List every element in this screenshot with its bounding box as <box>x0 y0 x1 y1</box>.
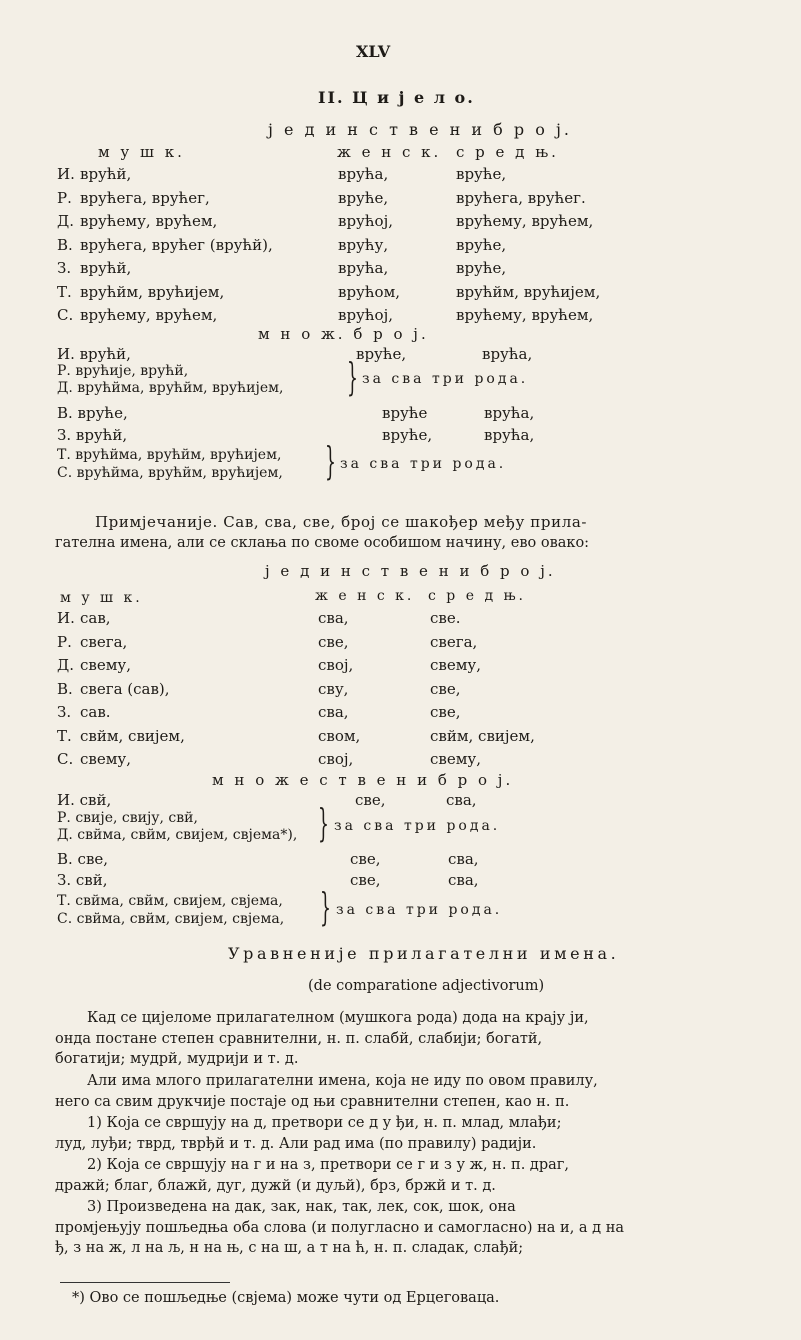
form-cell: сав, <box>80 609 111 627</box>
form-cell: сву, <box>318 679 349 698</box>
t2-pl-Z-n: сва, <box>448 871 479 889</box>
form-cell: врућој, <box>338 212 393 230</box>
t1-case-col <box>57 163 75 328</box>
form-cell: све, <box>430 679 461 698</box>
paragraph-3 <box>55 1113 761 1154</box>
t2-pl-Z-f: све, <box>350 871 381 889</box>
t1-neut-col <box>456 163 600 328</box>
form-cell: свој, <box>318 656 354 674</box>
form-cell: врућему, врућем, <box>456 212 594 230</box>
form-cell: вруће, <box>338 188 389 207</box>
text-line: ђ, з на ж, л на љ, н на њ, с на ш, а т на ћ, н. п. сладак, слађй; <box>55 1240 524 1257</box>
case-label: С. <box>57 306 74 324</box>
t1-pl-Z-m: З. врућй, <box>57 426 128 444</box>
form-cell: све, <box>318 632 349 651</box>
text-line: луд, луђи; тврд, тврђй и т. д. Али рад има (по правилу) радији. <box>55 1135 537 1152</box>
form-cell: врућој, <box>338 306 393 324</box>
form-cell: све. <box>430 609 461 627</box>
form-cell: свему, <box>80 656 131 674</box>
note-line-2: гателна имена, али се склања по своме особишом начину, ево овако: <box>55 535 590 551</box>
text-line: 1) Која се свршују на д, претвори се д у ђи, н. п. млад, млађи; <box>87 1115 562 1131</box>
t2-pl-S: С. свйма, свйм, свијем, свјема, <box>57 911 285 927</box>
text-line: 2) Која се свршују на г и на з, претвори се г и з у ж, н. п. драг, <box>87 1157 569 1173</box>
t2-pl-V-f: све, <box>350 850 381 868</box>
form-cell: свом, <box>318 726 361 745</box>
t2-pl-Z-m: З. свй, <box>57 871 108 889</box>
t1-pl-S: С. врућйма, врућйм, врућијем, <box>57 465 283 481</box>
t2-all-genders-2: за сва три рода. <box>336 902 503 918</box>
case-label: З. <box>57 259 72 277</box>
case-label: И. <box>57 165 75 183</box>
t1-pl-Z-n: врућа, <box>484 426 535 444</box>
form-cell: свој, <box>318 750 354 768</box>
form-cell: врућй, <box>80 165 132 183</box>
case-label: Р. <box>57 188 72 207</box>
t1-pl-T: Т. врућйма, врућйм, врућијем, <box>57 447 282 463</box>
note-line-1: Примјечаније. Сав, сва, све, број се шакођер међу прила- <box>95 513 588 531</box>
brace: } <box>320 885 331 929</box>
footnote-rule <box>60 1282 230 1283</box>
t2-fem-col <box>318 607 360 772</box>
text-line: онда постане степен сравнителни, н. п. слабй, слабији; богатй, <box>55 1030 543 1047</box>
form-cell: врућега, врућег. <box>456 188 586 207</box>
form-cell: сва, <box>318 609 349 627</box>
comparison-latin: (de comparatione adjectivorum) <box>308 978 545 994</box>
brace: } <box>318 801 329 845</box>
header-neuter: с р е д њ. <box>456 143 559 161</box>
t1-fem-col <box>338 163 400 328</box>
form-cell: врућу, <box>338 235 389 254</box>
t1-masc-col <box>80 163 273 328</box>
t2-pl-D: Д. свйма, свйм, свијем, свјема*), <box>57 827 298 843</box>
case-label: В. <box>57 679 73 698</box>
form-cell: све, <box>430 703 461 721</box>
form-cell: свега, <box>80 632 128 651</box>
t2-plural-title: м н о ж е с т в е н и б р о ј. <box>212 771 514 789</box>
t2-case-col <box>57 607 75 772</box>
t1-pl-I-n: врућа, <box>482 345 533 363</box>
brace: } <box>347 355 358 399</box>
paragraph-4 <box>55 1155 761 1196</box>
case-label: З. <box>57 703 72 721</box>
form-cell: вруће, <box>456 235 507 254</box>
case-label: С. <box>57 750 74 768</box>
t1-pl-V-n: врућа, <box>484 404 535 422</box>
t2-pl-T: Т. свйма, свйм, свијем, свјема, <box>57 893 283 909</box>
form-cell: врућему, врућем, <box>80 212 218 230</box>
text-line: богатији; мудрй, мудрији и т. д. <box>55 1051 299 1068</box>
form-cell: врућа, <box>338 165 389 183</box>
case-label: Р. <box>57 632 72 651</box>
t2-subtitle: ј е д и н с т в е н и б р о ј. <box>265 562 556 580</box>
paragraph-1 <box>55 1008 761 1070</box>
footnote: *) Ово се пошљедње (свјема) може чути од Ерцеговаца. <box>72 1290 500 1306</box>
t2-all-genders-1: за сва три рода. <box>334 818 501 834</box>
text-line: промјењују пошљедња оба слова (и полугласно и самогласно) на и, а д на <box>55 1219 625 1236</box>
form-cell: свега, <box>430 632 478 651</box>
form-cell: сав. <box>80 703 111 721</box>
case-label: В. <box>57 235 73 254</box>
form-cell: врућему, врућем, <box>80 306 218 324</box>
t1-pl-D: Д. врућйма, врућйм, врућијем, <box>57 380 284 396</box>
case-label: Т. <box>57 282 72 301</box>
form-cell: свйм, свијем, <box>80 726 185 745</box>
t1-pl-V-m: В. вруће, <box>57 404 128 422</box>
form-cell: врућега, врућег, <box>80 188 210 207</box>
t1-plural-title: м н о ж. б р о ј. <box>258 325 429 343</box>
t1-pl-I-m: И. врућй, <box>57 345 131 363</box>
t2-masc-col <box>80 607 185 772</box>
form-cell: врућега, врућег (врућй), <box>80 235 273 254</box>
form-cell: свему, <box>430 656 481 674</box>
form-cell: свему, <box>80 750 131 768</box>
t2-header-neuter: с р е д њ. <box>428 588 527 604</box>
comparison-title: Уравненије прилагателни имена. <box>228 944 620 963</box>
text-line: Кад се цијеломе прилагателном (мушкога рода) дода на крају ји, <box>87 1010 589 1026</box>
t2-pl-V-n: сва, <box>448 850 479 868</box>
form-cell: свему, <box>430 750 481 768</box>
t2-pl-I-f: све, <box>355 791 386 809</box>
section-title: II. Ц и ј е л о. <box>318 88 475 107</box>
t1-pl-V-f: вруће <box>382 404 428 422</box>
form-cell: свега (сав), <box>80 679 170 698</box>
form-cell: свйм, свијем, <box>430 726 535 745</box>
brace: } <box>325 439 336 483</box>
form-cell: врућа, <box>338 259 389 277</box>
t2-pl-I-m: И. свй, <box>57 791 112 809</box>
t2-header-feminine: ж е н с к. <box>315 588 415 604</box>
t1-pl-Z-f: вруће, <box>382 426 433 444</box>
case-label: Д. <box>57 212 74 230</box>
case-label: Т. <box>57 726 72 745</box>
t2-pl-R: Р. свије, свију, свй, <box>57 810 198 826</box>
t2-pl-V-m: В. све, <box>57 850 109 868</box>
header-feminine: ж е н с к. <box>337 143 442 161</box>
form-cell: вруће, <box>456 259 507 277</box>
t2-pl-I-n: сва, <box>446 791 477 809</box>
t1-all-genders-1: за сва три рода. <box>362 371 529 387</box>
t1-pl-R: Р. врућије, врућй, <box>57 363 189 379</box>
page-number: XLV <box>356 42 391 61</box>
form-cell: врућему, врућем, <box>456 306 594 324</box>
paragraph-5 <box>55 1197 761 1259</box>
form-cell: врућй, <box>80 259 132 277</box>
paragraph-2 <box>55 1071 761 1112</box>
form-cell: врућом, <box>338 282 400 301</box>
form-cell: врућйм, врућијем, <box>456 282 601 301</box>
case-label: Д. <box>57 656 74 674</box>
form-cell: врућйм, врућијем, <box>80 282 225 301</box>
header-masculine: м у ш к. <box>98 143 185 161</box>
t1-all-genders-2: за сва три рода. <box>340 456 507 472</box>
form-cell: сва, <box>318 703 349 721</box>
text-line: него са свим друкчије постаје од њи сравнителни степен, као н. п. <box>55 1093 570 1110</box>
case-label: И. <box>57 609 75 627</box>
t2-neut-col <box>430 607 535 772</box>
form-cell: вруће, <box>456 165 507 183</box>
t1-pl-I-f: вруће, <box>356 345 407 363</box>
text-line: дражй; благ, блажй, дуг, дужй (и дуљй), брз, бржй и т. д. <box>55 1177 496 1194</box>
text-line: 3) Произведена на дак, зак, нак, так, лек, сок, шок, она <box>87 1199 516 1215</box>
text-line: Али има млого прилагателни имена, која не иду по овом правилу, <box>87 1073 598 1089</box>
t2-header-masculine: м у ш к. <box>60 590 143 606</box>
section-subtitle: ј е д и н с т в е н и б р о ј. <box>268 120 572 139</box>
